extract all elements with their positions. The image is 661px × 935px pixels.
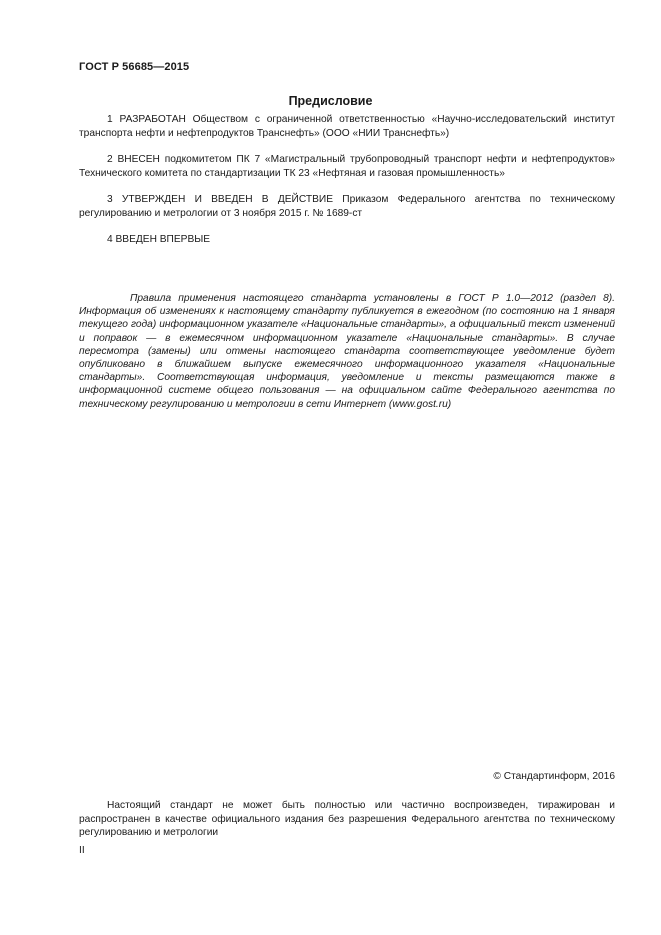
- document-code-header: ГОСТ Р 56685—2015: [79, 61, 190, 73]
- reproduction-notice: Настоящий стандарт не может быть полностью или частично воспроизведен, тиражирован и распространен в качестве официального издания без разрешения Федерального агентства по техническому регулированию и метрологии: [79, 800, 615, 838]
- paragraph-first-introduced: 4 ВВЕДЕН ВПЕРВЫЕ: [107, 234, 211, 245]
- page-number: II: [79, 845, 85, 856]
- copyright-line: © Стандартинформ, 2016: [493, 771, 615, 782]
- paragraph-introduced: 2 ВНЕСЕН подкомитетом ПК 7 «Магистральный трубопроводный транспорт нефти и нефтепродуктов» Технического комитета по стандартизации ТК 23 «Нефтяная и газовая промышленность»: [79, 154, 615, 179]
- paragraph-developed: 1 РАЗРАБОТАН Обществом с ограниченной ответственностью «Научно-исследовательский институт транспорта нефти и нефтепродуктов Транснефть» (ООО «НИИ Транснефть»): [79, 114, 615, 139]
- application-rules-notice: Правила применения настоящего стандарта установлены в ГОСТ Р 1.0—2012 (раздел 8). Информация об изменениях к настоящему стандарту публикуется в ежегодном (по состоянию на 1 января текущего года) информационном указателе «Национальные стандарты», а официальный текст изменений и поправок — в ежемесячном информационном указателе «Национальные стандарты». В случае пересмотра (замены) или отмены настоящего стандарта соответствующее уведомление будет опубликовано в ближайшем выпуске ежемесячного информационного указателя «Национальные стандарты». Соответствующая информация, уведомление и тексты размещаются также в информационной системе общего пользования — на официальном сайте Федерального агентства по техническому регулированию и метрологии в сети Интернет (www.gost.ru): [79, 293, 615, 410]
- paragraph-approved: 3 УТВЕРЖДЕН И ВВЕДЕН В ДЕЙСТВИЕ Приказом Федерального агентства по техническому регулированию и метрологии от 3 ноября 2015 г. № 1689-ст: [79, 194, 615, 219]
- section-title: Предисловие: [288, 94, 373, 108]
